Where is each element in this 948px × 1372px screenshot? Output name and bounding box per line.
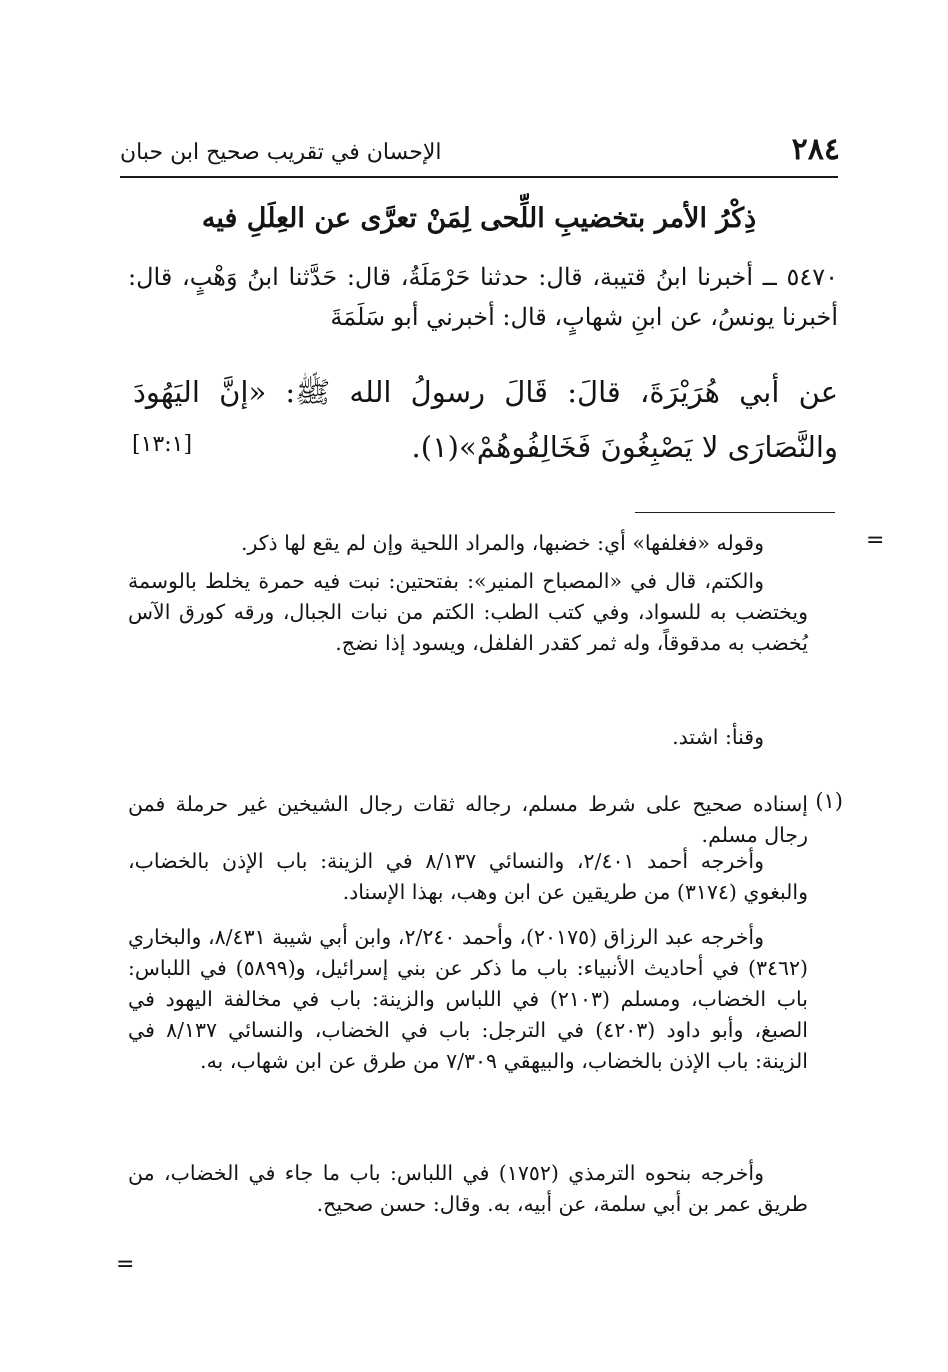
footnote-rule (635, 512, 835, 513)
hadith-text: عن أبي هُرَيْرَةَ، قالَ: قَالَ رسولُ الله ﷺ: «إنَّ اليَهُودَ والنَّصَارَى لا يَصْبِغُونَ فَخَالِفُوهُمْ»(١). (133, 375, 838, 464)
footnote-1-para-1: إسناده صحيح على شرط مسلم، رجاله ثقات رجال الشيخين غير حرملة فمن رجال مسلم. (128, 792, 808, 847)
hadith-reference: [١٣:١] (132, 432, 193, 457)
footnote-end-mark: = (116, 1252, 135, 1277)
footnote-1-para-3: وأخرجه عبد الرزاق (٢٠١٧٥)، وأحمد ٢/٢٤٠، وابن أبي شيبة ٨/٤٣١، والبخاري (٣٤٦٢) في أحاديث الأنبياء: باب ما ذكر عن بني إسرائيل، و(٥٨٩٩) في اللباس: باب الخضاب، ومسلم (٢١٠٣) في اللباس والزينة: باب في مخالفة اليهود في الصبغ، وأبو داود (٤٢٠٣) في الترجل: باب في الخضاب، والنسائي ٨/١٣٧ في الزينة: باب الإذن بالخضاب، والبيهقي ٧/٣٠٩ من طرق عن ابن شهاب، به. (128, 925, 809, 1073)
footnote-prev-para-2: والكتم، قال في «المصباح المنير»: بفتحتين: نبت فيه حمرة يخلط بالوسمة ويختضب به للسواد، وفي كتب الطب: الكتم من نبات الجبال، ورقه كورق الآس يُخضب به مدقوقاً، وله ثمر كقدر الفلفل، ويسود إذا نضج. (128, 569, 808, 655)
header-rule (120, 176, 838, 178)
footnote-1-para-4: وأخرجه بنحوه الترمذي (١٧٥٢) في اللباس: باب ما جاء في الخضاب، من طريق عمر بن أبي سلمة، عن أبيه، به. وقال: حسن صحيح. (128, 1161, 808, 1216)
footnote-1-marker: (١) (815, 789, 843, 813)
footnote-continue-mark: = (866, 528, 885, 553)
footnote-1-para-2: وأخرجه أحمد ٢/٤٠١، والنسائي ٨/١٣٧ في الزينة: باب الإذن بالخضاب، والبغوي (٣١٧٤) من طريقين عن ابن وهب، بهذا الإسناد. (128, 849, 808, 904)
footnote-prev-para-1: وقوله «فغلفها» أي: خضبها، والمراد اللحية وإن لم يقع لها ذكر. (240, 531, 764, 555)
footnote-prev-para-3: وقنأ: اشتد. (672, 725, 764, 749)
running-title: الإحسان في تقريب صحيح ابن حبان (120, 140, 442, 165)
hadith-chain: ٥٤٧٠ ــ أخبرنا ابنُ قتيبة، قال: حدثنا حَرْمَلَةُ، قال: حَدَّثنا ابنُ وَهْبٍ، قال: أخبرنا يونسُ، عن ابنِ شهابٍ، قال: أخبرني أبو سَلَمَةَ (128, 263, 838, 331)
page-number: ٢٨٤ (791, 132, 840, 167)
section-title: ذِكْرُ الأمر بتخضيبِ اللِّحى لِمَنْ تعرَّى عن العِلَلِ فيه (201, 203, 757, 234)
